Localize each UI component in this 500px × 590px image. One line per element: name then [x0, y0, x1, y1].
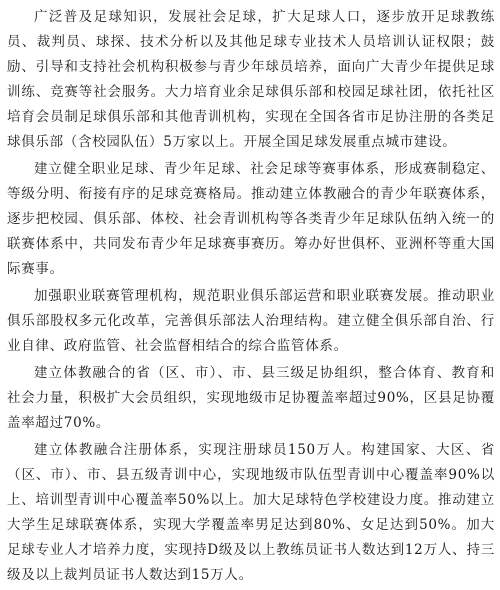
paragraph-association-organization: 建立体教融合的省（区、市）、市、县三级足协组织，整合体育、教育和社会力量，积极扩大会员组织，实现地级市足协覆盖率超过90%，区县足协覆盖率超过70%。: [7, 365, 495, 431]
document-body: [7, 5, 495, 590]
paragraph-professional-league: 加强职业联赛管理机构，规范职业俱乐部运营和职业联赛发展。推动职业俱乐部股权多元化改革，完善俱乐部法人治理结构。建立健全俱乐部自治、行业自律、政府监管、社会监督相结合的综合监管体系。: [7, 288, 495, 354]
paragraph-grassroots-football: 广泛普及足球知识，发展社会足球，扩大足球人口，逐步放开足球教练员、裁判员、球探、技术分析以及其他足球专业技术人员培训认证权限；鼓励、引导和支持社会机构积极参与青少年球员培养，面向广大青少年提供足球训练、竞赛等社会服务。大力培育业余足球俱乐部和校园足球社团，依托社区培育会员制足球俱乐部和其他青训机构，实现在全国各省市足协注册的各类足球俱乐部（含校园队伍）5万家以上。开展全国足球发展重点城市建设。: [7, 9, 495, 150]
paragraph-registration-training: 建立体教融合注册体系，实现注册球员150万人。构建国家、大区、省（区、市）、市、县五级青训中心，实现地级市队伍型青训中心覆盖率90%以上、培训型青训中心覆盖率50%以上。加大足球特色学校建设力度。推动建立大学生足球联赛体系，实现大学覆盖率男足达到80%、女足达到50%。加大足球专业人才培养力度，实现持D级及以上教练员证书人数达到12万人、持三级及以上裁判员证书人数达到15万人。: [7, 442, 495, 583]
paragraph-competition-system: 建立健全职业足球、青少年足球、社会足球等赛事体系，形成赛制稳定、等级分明、衔接有序的足球竞赛格局。推动建立体教融合的青少年联赛体系，逐步把校园、俱乐部、体校、社会青训机构等各类青少年足球队伍纳入统一的联赛体系中，共同发布青少年足球赛事赛历。筹办好世俱杯、亚洲杯等重大国际赛事。: [7, 161, 495, 277]
